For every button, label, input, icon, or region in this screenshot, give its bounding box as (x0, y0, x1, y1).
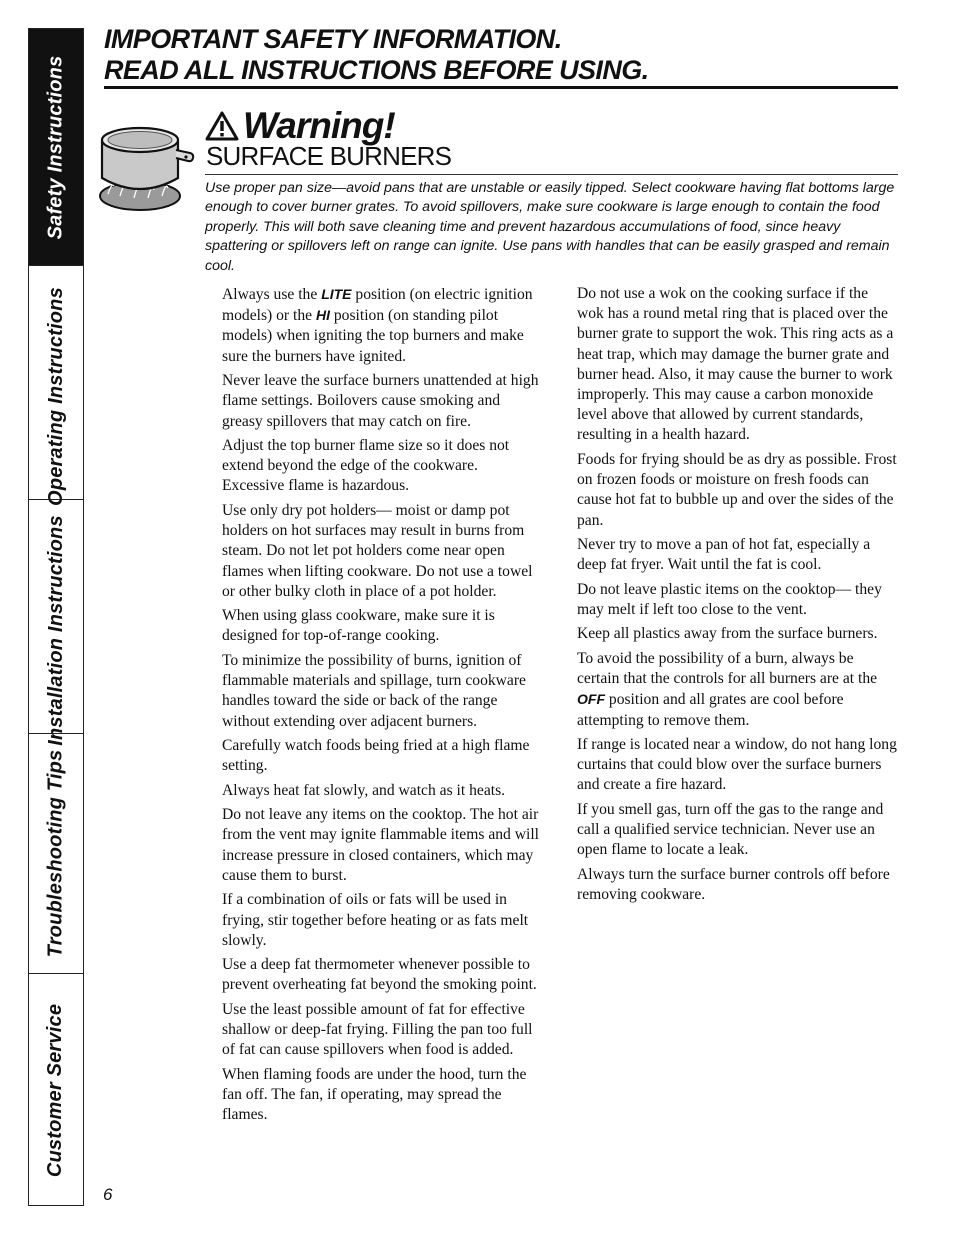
paragraph: Foods for frying should be as dry as possible. Frost on frozen foods or moisture on fresh foods can cause hot fat to bubble up and over the sides of the pan. (577, 450, 897, 529)
paragraph: If you smell gas, turn off the gas to the range and call a qualified service technician. Never use an open flame to locate a leak. (577, 800, 884, 859)
section-tabs (28, 28, 84, 1206)
warning-triangle-icon (205, 111, 239, 141)
tab-installation-instructions[interactable] (29, 499, 83, 761)
paragraph: Keep all plastics away from the surface burners. (577, 625, 878, 643)
tab-customer-service[interactable] (29, 973, 83, 1207)
subtitle-rule (205, 174, 898, 175)
paragraph: To avoid the possibility of a burn, always be certain that the controls for all burners are at the OFF position and all grates are cool before attempting to remove them. (577, 649, 878, 729)
paragraph: Never try to move a pan of hot fat, especially a deep fat fryer. Wait until the fat is cool. (577, 536, 871, 574)
paragraph: Always turn the surface burner controls off before removing cookware. (577, 865, 890, 904)
tab-operating-instructions[interactable] (29, 265, 83, 527)
section-subtitle: SURFACE BURNERS (206, 141, 452, 171)
paragraph: Carefully watch foods being fried at a high flame setting. (222, 737, 530, 775)
paragraph: If a combination of oils or fats will be used in frying, stir together before heating or as fats melt slowly. (222, 891, 529, 949)
paragraph: To minimize the possibility of burns, ignition of flammable materials and spillage, turn cookware handles toward the side or back of the range without extending over adjacent burners. (222, 651, 526, 730)
page-header (104, 24, 898, 86)
paragraph: When flaming foods are under the hood, turn the fan off. The fan, if operating, may spread the flames. (222, 1065, 527, 1124)
paragraph: Always heat fat slowly, and watch as it heats. (222, 781, 506, 799)
header-line-2: READ ALL INSTRUCTIONS BEFORE USING. (104, 55, 649, 85)
keyword-hi: HI (315, 307, 330, 324)
header-line-1: IMPORTANT SAFETY INFORMATION. (104, 24, 562, 54)
tab-label: Troubleshooting Tips (44, 749, 67, 958)
header-rule (104, 86, 898, 89)
tab-label: Customer Service (44, 1003, 67, 1178)
paragraph: Adjust the top burner flame size so it does not extend beyond the edge of the cookware. Excessive flame is hazardous. (222, 437, 510, 495)
paragraph: Use only dry pot holders— moist or damp pot holders on hot surfaces may result in burns from steam. Do not let pot holders come near open flames when lifting cookware. Do not use a towel or other bulky cloth in place of a pot holder. (222, 501, 533, 600)
intro-paragraph: Use proper pan size—avoid pans that are unstable or easily tipped. Select cookware having flat bottoms large enough to cover burner grates. To avoid spillovers, make sure cookware is large enough to contain the food properly. This will both save cleaning time and prevent hazardous accumulations of food, since heavy spattering or spillovers left on range can ignite. Use pans with handles that can be easily grasped and remain cool. (205, 180, 895, 274)
keyword-off: OFF (577, 691, 605, 708)
cooking-pot-on-burner-icon (98, 120, 198, 216)
tab-label: Operating Instructions (44, 287, 67, 506)
paragraph: Do not use a wok on the cooking surface if the wok has a round metal ring that is placed over the burner grate to support the wok. This ring acts as a heat trap, which may damage the burner grate and burner head. Also, it may cause the burner to work improperly. This may cause a carbon monoxide level above that allowed by current standards, resulting in a health hazard. (577, 285, 894, 444)
paragraph: Always use the LITE position (on electric ignition models) or the HI position (on standing pilot models) when igniting the top burners and make sure the burners have ignited. (222, 286, 533, 365)
instructions-column-1 (222, 284, 544, 1130)
paragraph: Do not leave plastic items on the cooktop— they may melt if left too close to the vent. (577, 580, 882, 618)
tab-label: Installation Instructions (44, 515, 67, 746)
paragraph: When using glass cookware, make sure it is designed for top-of-range cooking. (222, 607, 495, 645)
page-number: 6 (103, 1185, 113, 1204)
tab-label: Safety Instructions (44, 55, 67, 239)
warning-heading: Warning! (243, 105, 395, 146)
instructions-column-2 (577, 284, 897, 910)
tab-troubleshooting-tips[interactable] (29, 733, 83, 973)
keyword-lite: LITE (321, 286, 352, 302)
tab-safety-instructions[interactable] (29, 29, 83, 265)
paragraph: Use the least possible amount of fat for effective shallow or deep-fat frying. Filling the pan too full of fat can cause spillovers when food is added. (222, 1000, 533, 1059)
paragraph: Never leave the surface burners unattended at high flame settings. Boilovers cause smoking and greasy spillovers that may catch on fire. (222, 372, 539, 430)
paragraph: Use a deep fat thermometer whenever possible to prevent overheating fat beyond the smoking point. (222, 956, 537, 994)
paragraph: Do not leave any items on the cooktop. The hot air from the vent may ignite flammable items and will increase pressure in closed containers, which may cause them to burst. (222, 806, 539, 884)
paragraph: If range is located near a window, do not hang long curtains that could blow over the surface burners and create a fire hazard. (577, 736, 897, 794)
